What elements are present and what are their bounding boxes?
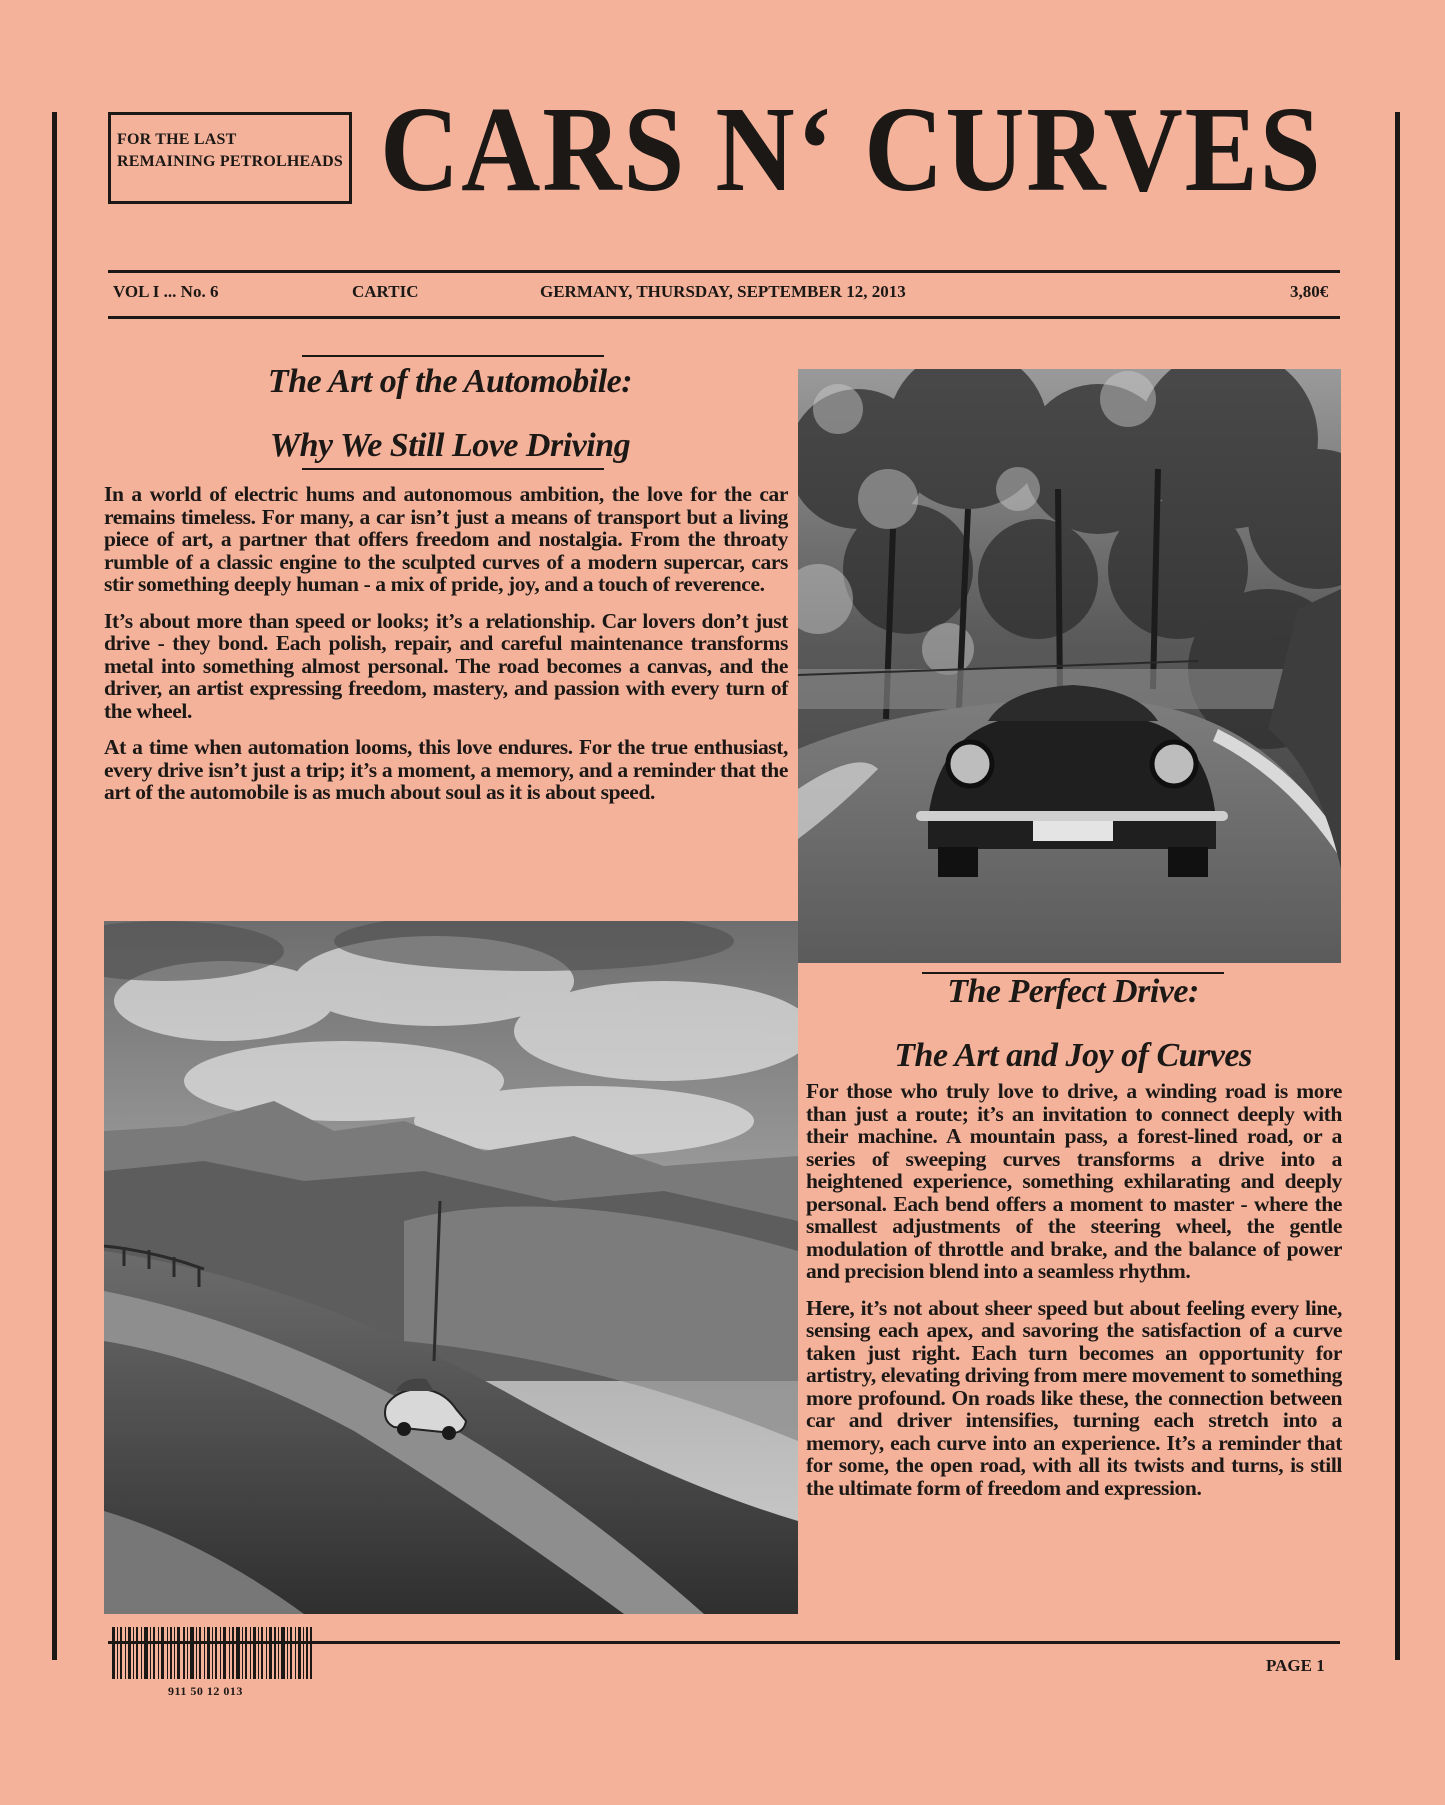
info-bar-top-rule — [108, 270, 1340, 273]
article1-headline-bottom-rule — [302, 468, 604, 470]
article2-paragraph: Here, it’s not about sheer speed but about feeling every line, sensing each apex, and savoring the satisfaction of a curve taken just right. Each turn becomes an opportunity for artistry, elevating driving from mere movement to something more profound. On roads like these, the connection between car and driver intensifies, turning each stretch into a memory, each curve into an experience. It’s a reminder that for some, the open road, with all its twists and turns, is still the ultimate form of freedom and expression. — [806, 1295, 1342, 1500]
article2-headline — [823, 960, 1323, 1088]
left-border-rule — [52, 112, 57, 1660]
article1-headline-line-2: Why We Still Love Driving — [269, 427, 631, 464]
page-number: PAGE 1 — [1266, 1656, 1325, 1675]
article2-headline-line-1: The Perfect Drive: — [947, 973, 1199, 1010]
article1-headline — [200, 350, 700, 478]
tagline-line-2: REMAINING PETROLHEADS — [117, 153, 344, 170]
dateline: GERMANY, THURSDAY, SEPTEMBER 12, 2013 — [540, 282, 906, 301]
volume-number: VOL I ... No. 6 — [113, 282, 219, 301]
masthead-title: CARS N‘ CURVES — [380, 82, 1323, 217]
right-border-rule — [1395, 112, 1400, 1660]
photo-classic-car-forest-road — [798, 369, 1341, 963]
price: 3,80€ — [1290, 282, 1329, 301]
barcode-graphic — [112, 1627, 312, 1679]
article2-headline-line-2: The Art and Joy of Curves — [894, 1037, 1252, 1074]
article2-paragraph: For those who truly love to drive, a winding road is more than just a route; it’s an invitation to connect deeply with their machine. A mountain pass, a forest-lined road, or a series of sweeping curves transforms a drive into a heightened experience, something exhilarating and deeply personal. Each bend offers a moment to master - where the smallest adjustments of the steering wheel, the gentle modulation of throttle and brake, and the balance of power and precision blend into a seamless rhythm. — [806, 1079, 1342, 1283]
article1-paragraph: It’s about more than speed or looks; it’s a relationship. Car lovers don’t just drive - they bond. Each polish, repair, and careful maintenance transforms metal into something almost personal. The road becomes a canvas, and the driver, an artist expressing freedom, mastery, and passion with every turn of the wheel. — [104, 608, 788, 723]
publisher-name: CARTIC — [352, 282, 419, 301]
article1-paragraph: At a time when automation looms, this love endures. For the true enthusiast, every drive isn’t just a trip; it’s a moment, a memory, and a reminder that the art of the automobile is as much about soul as it is about speed. — [104, 735, 788, 804]
article1-paragraph: In a world of electric hums and autonomous ambition, the love for the car remains timeless. For many, a car isn’t just a means of transport but a living piece of art, a partner that offers freedom and nostalgia. From the throaty rumble of a classic engine to the sculpted curves of a modern supercar, cars stir something deeply human - a mix of pride, joy, and a touch of reverence. — [104, 482, 788, 596]
article1-body — [104, 483, 788, 818]
photo-mountain-pass-road — [104, 921, 798, 1614]
tagline-line-1: FOR THE LAST — [117, 131, 237, 148]
article1-headline-line-1: The Art of the Automobile: — [267, 363, 633, 400]
info-bar-bottom-rule — [108, 316, 1340, 319]
tagline-box — [108, 112, 352, 204]
barcode-number: 911 50 12 013 — [168, 1684, 243, 1698]
article2-body — [806, 1080, 1342, 1513]
